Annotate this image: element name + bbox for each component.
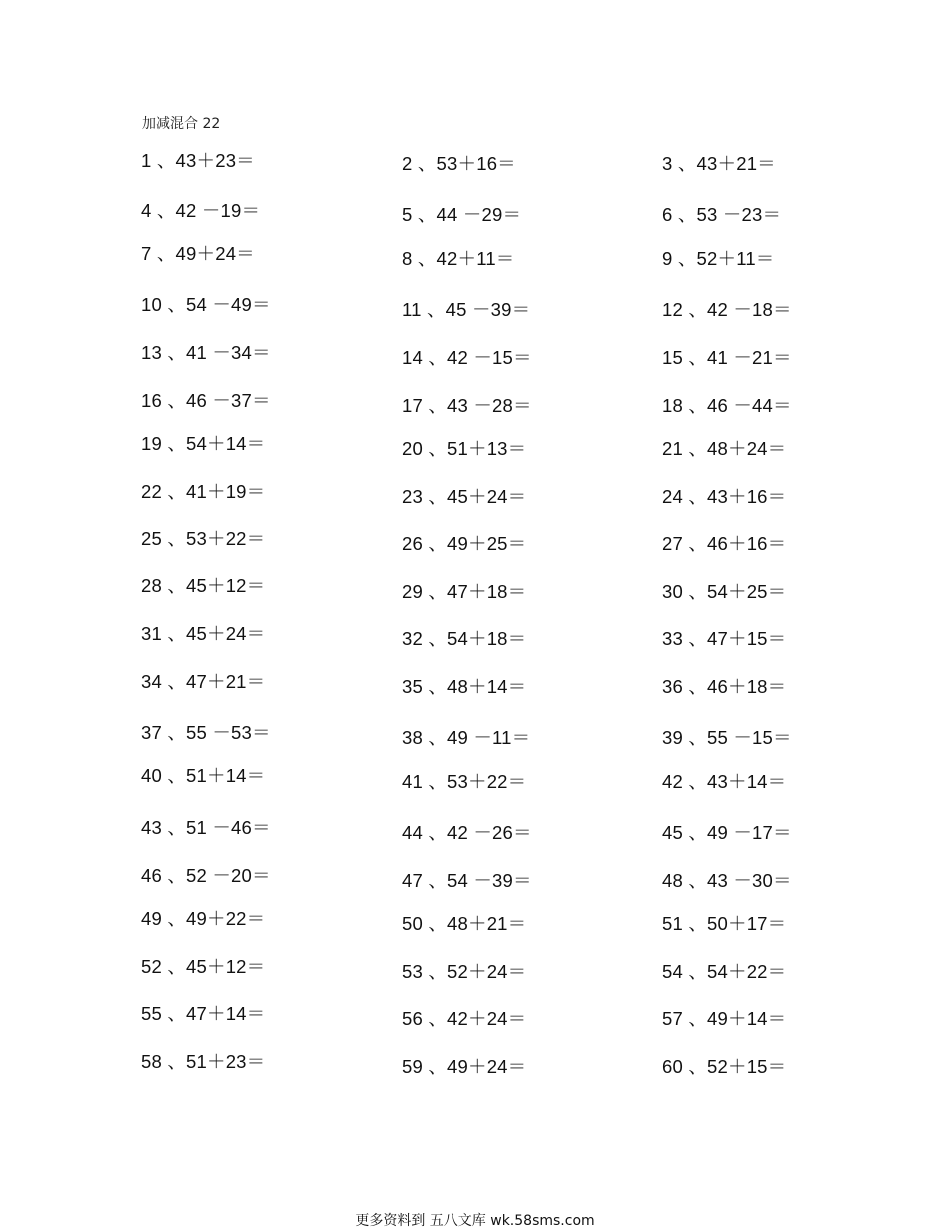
problem-57: 57 、49＋14＝ — [662, 1008, 787, 1029]
problem-4: 4 、42 －19＝ — [141, 200, 261, 221]
problem-25: 25 、53＋22＝ — [141, 528, 266, 549]
problem-41: 41 、53＋22＝ — [402, 771, 527, 792]
problem-45: 45 、49 －17＝ — [662, 822, 792, 843]
problem-11: 11 、45 －39＝ — [402, 299, 531, 320]
problem-15: 15 、41 －21＝ — [662, 347, 792, 368]
problem-3: 3 、43＋21＝ — [662, 153, 776, 174]
problem-38: 38 、49 －11＝ — [402, 727, 531, 748]
problem-26: 26 、49＋25＝ — [402, 533, 527, 554]
problem-54: 54 、54＋22＝ — [662, 961, 787, 982]
problem-8: 8 、42＋11＝ — [402, 248, 515, 269]
problem-56: 56 、42＋24＝ — [402, 1008, 527, 1029]
problem-12: 12 、42 －18＝ — [662, 299, 792, 320]
problem-37: 37 、55 －53＝ — [141, 722, 271, 743]
problem-50: 50 、48＋21＝ — [402, 913, 527, 934]
problem-23: 23 、45＋24＝ — [402, 486, 527, 507]
problem-24: 24 、43＋16＝ — [662, 486, 787, 507]
problem-10: 10 、54 －49＝ — [141, 294, 271, 315]
problem-13: 13 、41 －34＝ — [141, 342, 271, 363]
problem-14: 14 、42 －15＝ — [402, 347, 532, 368]
problem-7: 7 、49＋24＝ — [141, 243, 255, 264]
problem-31: 31 、45＋24＝ — [141, 623, 266, 644]
problem-55: 55 、47＋14＝ — [141, 1003, 266, 1024]
problem-21: 21 、48＋24＝ — [662, 438, 787, 459]
footer-watermark: 更多资料到 五八文库 wk.58sms.com — [355, 1213, 595, 1229]
problem-6: 6 、53 －23＝ — [662, 204, 782, 225]
problem-40: 40 、51＋14＝ — [141, 765, 266, 786]
problem-49: 49 、49＋22＝ — [141, 908, 266, 929]
problem-52: 52 、45＋12＝ — [141, 956, 266, 977]
problem-51: 51 、50＋17＝ — [662, 913, 787, 934]
problem-47: 47 、54 －39＝ — [402, 870, 532, 891]
problem-22: 22 、41＋19＝ — [141, 481, 266, 502]
problem-59: 59 、49＋24＝ — [402, 1056, 527, 1077]
problem-16: 16 、46 －37＝ — [141, 390, 271, 411]
problem-46: 46 、52 －20＝ — [141, 865, 271, 886]
problem-34: 34 、47＋21＝ — [141, 671, 266, 692]
problem-19: 19 、54＋14＝ — [141, 433, 266, 454]
problem-43: 43 、51 －46＝ — [141, 817, 271, 838]
problem-9: 9 、52＋11＝ — [662, 248, 775, 269]
problem-33: 33 、47＋15＝ — [662, 628, 787, 649]
problem-20: 20 、51＋13＝ — [402, 438, 527, 459]
problem-27: 27 、46＋16＝ — [662, 533, 787, 554]
problem-53: 53 、52＋24＝ — [402, 961, 527, 982]
problem-28: 28 、45＋12＝ — [141, 575, 266, 596]
problem-60: 60 、52＋15＝ — [662, 1056, 787, 1077]
problem-48: 48 、43 －30＝ — [662, 870, 792, 891]
problem-35: 35 、48＋14＝ — [402, 676, 527, 697]
problem-1: 1 、43＋23＝ — [141, 150, 255, 171]
problem-17: 17 、43 －28＝ — [402, 395, 532, 416]
problem-44: 44 、42 －26＝ — [402, 822, 532, 843]
problem-2: 2 、53＋16＝ — [402, 153, 516, 174]
problem-32: 32 、54＋18＝ — [402, 628, 527, 649]
problem-29: 29 、47＋18＝ — [402, 581, 527, 602]
problem-30: 30 、54＋25＝ — [662, 581, 787, 602]
problem-18: 18 、46 －44＝ — [662, 395, 792, 416]
problem-39: 39 、55 －15＝ — [662, 727, 792, 748]
worksheet-title: 加减混合 22 — [142, 116, 221, 132]
problem-42: 42 、43＋14＝ — [662, 771, 787, 792]
problem-36: 36 、46＋18＝ — [662, 676, 787, 697]
problem-58: 58 、51＋23＝ — [141, 1051, 266, 1072]
problem-5: 5 、44 －29＝ — [402, 204, 522, 225]
